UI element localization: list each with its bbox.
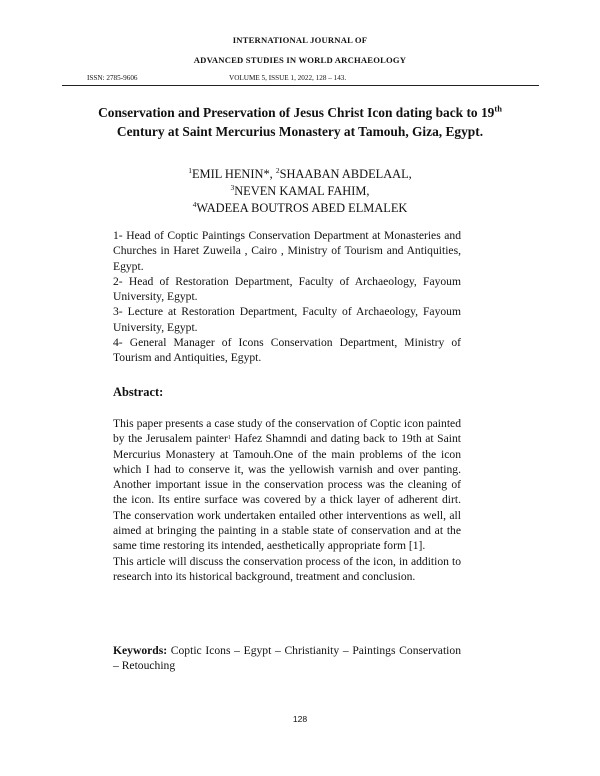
affiliation-item: 1- Head of Coptic Paintings Conservation Department at Monasteries and Churches in Haret Zuweila , Cairo , Ministry of Tourism and Antiquities, Egypt. [113, 229, 461, 273]
author-line-1 [0, 166, 600, 183]
author-line-2 [0, 183, 600, 200]
header-rule [62, 85, 539, 86]
author-mark: 4 [192, 199, 197, 209]
affiliation-item: 2- Head of Restoration Department, Faculty of Archaeology, Fayoum University, Egypt. [113, 274, 461, 304]
keywords [113, 643, 461, 674]
title-part-1: Conservation and Preservation of Jesus Christ Icon dating back to 19 [98, 105, 495, 120]
title-superscript: th [494, 103, 502, 114]
abstract-heading: Abstract: [113, 385, 164, 399]
abstract-body [113, 416, 461, 584]
keywords-text: Coptic Icons – Egypt – Christianity – Paintings Conservation – Retouching [113, 644, 461, 673]
abstract-paragraph-2: This article will discuss the conservation process of the icon, in addition to research into its historical background, treatment and conclusion. [113, 554, 461, 583]
keywords-label: Keywords: [113, 644, 168, 657]
abstract-text: This paper presents a case study of the conservation of Coptic icon painted by the Jerusalem painter [113, 417, 461, 446]
paper-title [80, 104, 520, 141]
author-name: WADEEA BOUTROS ABED ELMALEK [196, 201, 408, 215]
author-mark: 3 [230, 182, 235, 192]
volume-issue: VOLUME 5, ISSUE 1, 2022, 128 – 143. [229, 74, 347, 82]
journal-name-line-1: INTERNATIONAL JOURNAL OF [232, 35, 368, 45]
journal-name-line-2: ADVANCED STUDIES IN WORLD ARCHAEOLOGY [193, 55, 407, 65]
affiliations [113, 228, 461, 366]
author-name: EMIL HENIN*, [191, 167, 276, 181]
affiliation-item: 4- General Manager of Icons Conservation Department, Ministry of Tourism and Antiquities, Egypt. [113, 336, 461, 365]
author-line-3 [0, 200, 600, 217]
author-mark: 2 [275, 165, 280, 175]
author-list [0, 166, 600, 217]
abstract-paragraph-1 [113, 416, 461, 554]
title-part-2: Century at Saint Mercurius Monastery at Tamouh, Giza, Egypt. [116, 123, 484, 139]
abstract-text: Hafez Shamndi and dating back to 19th at Saint Mercurius Monastery at Tamouh.One of the main problems of the icon which I had to conserve it, was the yellowish varnish and over panting. Another important issue in the conservation process was the cleaning of the icon. Its entire surface was covered by a thick layer of adherent dirt. The conservation work undertaken entailed other interventions as well, all aimed at bringing the painting in a stable state of conservation and at the same time restoring its intended, aesthetically appropriate form [1]. [113, 432, 462, 553]
affiliation-item: 3- Lecture at Restoration Department, Faculty of Archaeology, Fayoum University, Egypt. [113, 305, 461, 334]
author-name: SHAABAN ABDELAAL, [279, 167, 412, 181]
issn: ISSN: 2785-9606 [87, 74, 138, 82]
author-mark: 1 [188, 165, 192, 175]
page-number: 128 [292, 714, 308, 724]
author-name: NEVEN KAMAL FAHIM, [234, 184, 370, 198]
footnote-marker[interactable]: 1 [227, 435, 231, 442]
